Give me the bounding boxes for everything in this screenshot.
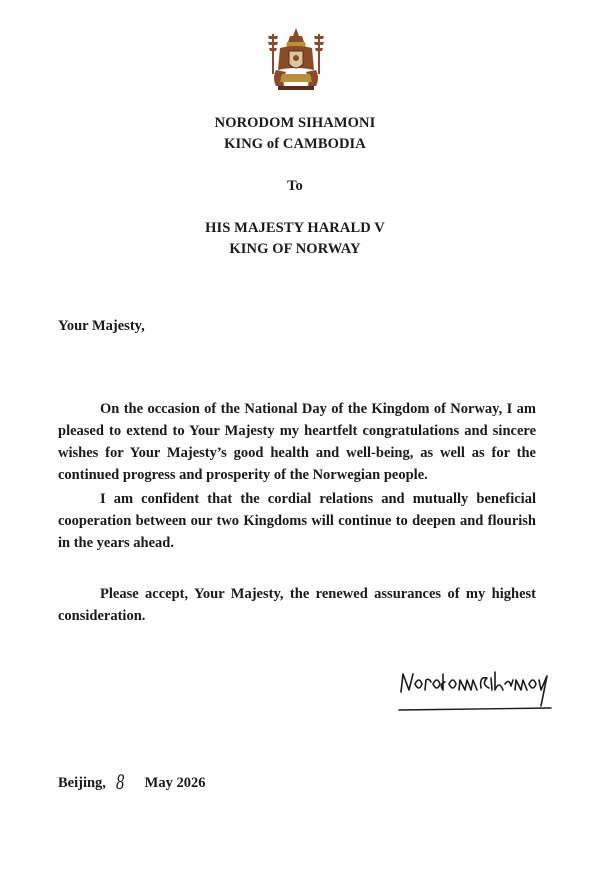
date-month-year: May 2026 [144, 775, 206, 791]
body-paragraph: I am confident that the cordial relations and mutually beneficial cooperation between our two Kingdoms will continue to deepen and flourish in the years ahead. [58, 491, 536, 551]
body-paragraph: Please accept, Your Majesty, the renewed assurances of my highest consideration. [58, 586, 536, 624]
recipient-title: KING OF NORWAY [229, 241, 361, 257]
sender-name: NORODOM SIHAMONI [214, 115, 376, 131]
recipient-block [0, 218, 590, 260]
date-day: 8 [115, 770, 125, 794]
date-line [58, 768, 205, 792]
date-place: Beijing, [58, 775, 106, 791]
handwritten-signature-icon [395, 662, 555, 720]
salutation: Your Majesty, [58, 318, 145, 334]
royal-arms-of-cambodia-icon [262, 26, 330, 94]
sender-title: KING of CAMBODIA [224, 136, 366, 152]
to-label: To [287, 178, 303, 194]
recipient-name: HIS MAJESTY HARALD V [205, 220, 385, 236]
body-paragraph: On the occasion of the National Day of the Kingdom of Norway, I am pleased to extend to Your Majesty my heartfelt congratulations and sincere wishes for Your Majesty’s good health and well-being, as well as for the continued progress and prosperity of the Norwegian people. [58, 401, 536, 483]
sender-block [0, 113, 590, 155]
